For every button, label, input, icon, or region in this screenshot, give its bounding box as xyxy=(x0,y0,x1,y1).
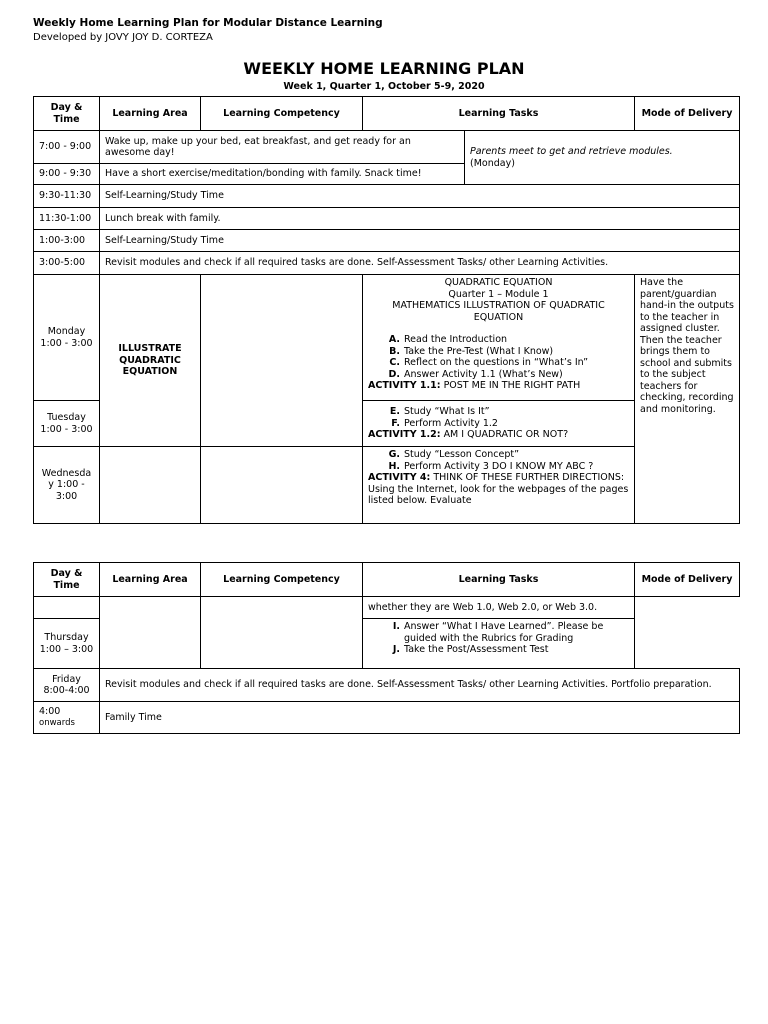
column-header-day: Day & Time xyxy=(34,563,100,597)
module-heading: QUADRATIC EQUATION xyxy=(444,277,553,288)
day-time: 1:00 – 3:00 xyxy=(39,643,94,655)
module-quarter: Quarter 1 – Module 1 xyxy=(448,288,549,300)
column-header-mode: Mode of Delivery xyxy=(635,97,740,131)
column-header-competency: Learning Competency xyxy=(201,563,363,597)
list-item: J. Take the Post/Assessment Test xyxy=(392,644,549,655)
competency-cell-empty xyxy=(201,597,363,669)
document-author: Developed by JOVY JOY D. CORTEZA xyxy=(33,32,213,43)
mode-cell-empty xyxy=(635,597,740,669)
column-header-competency: Learning Competency xyxy=(201,97,363,131)
time-cell: 11:30-1:00 xyxy=(34,208,100,230)
table-row xyxy=(34,230,740,252)
table-row xyxy=(34,185,740,208)
tasks-cell-wednesday xyxy=(363,447,635,524)
document-header-title: Weekly Home Learning Plan for Modular Distance Learning xyxy=(33,17,383,29)
table-row xyxy=(34,131,740,164)
tasks-cell-thursday xyxy=(363,619,635,669)
day-time: 1:00 - 3:00 xyxy=(40,337,93,349)
table-row-family xyxy=(34,702,740,734)
family-time: 4:00 xyxy=(39,705,61,717)
schedule-text: Self-Learning/Study Time xyxy=(100,185,740,208)
table-header-row xyxy=(34,563,740,597)
list-item: C. Reflect on the questions in “What’s In” xyxy=(389,357,589,368)
list-item: H. Perform Activity 3 DO I KNOW MY ABC ? xyxy=(388,460,594,472)
learning-area-cell-empty xyxy=(100,597,201,669)
day-label: Thursday xyxy=(44,632,89,643)
list-item: D. Answer Activity 1.1 (What’s New) xyxy=(388,368,563,380)
activity-line: ACTIVITY 1.2: AM I QUADRATIC OR NOT? xyxy=(368,429,569,441)
day-cell-wednesday: Wednesda y 1:00 - 3:00 xyxy=(34,447,100,524)
time-cell: 9:30-11:30 xyxy=(34,185,100,208)
learning-plan-table xyxy=(33,96,740,524)
schedule-text: Self-Learning/Study Time xyxy=(100,230,740,252)
schedule-text: Revisit modules and check if all required tasks are done. Self-Assessment Tasks/ other Learning Activities. xyxy=(100,252,740,275)
list-item: A. Read the Introduction xyxy=(388,334,508,345)
time-cell: 1:00-3:00 xyxy=(34,230,100,252)
parents-note-text: Parents meet to get and retrieve modules. xyxy=(470,146,673,157)
day-label: Friday xyxy=(52,673,81,685)
column-header-area: Learning Area xyxy=(100,563,201,597)
parents-note-day: (Monday) xyxy=(470,157,515,169)
column-header-tasks: Learning Tasks xyxy=(363,563,635,597)
mode-of-delivery-cell: Have the parent/guardian hand-in the outputs to the teacher in assigned cluster. Then the teacher brings them to school and submits to the subject teachers for checking, recording and monitoring. xyxy=(635,275,740,524)
tasks-continuation: whether they are Web 1.0, Web 2.0, or Web 3.0. xyxy=(363,597,635,619)
list-item: E. Study “What Is It” xyxy=(389,406,490,418)
tasks-cell-tuesday xyxy=(363,401,635,447)
day-cell-empty xyxy=(34,597,100,619)
tasks-cell-monday xyxy=(363,275,635,401)
activity-line: ACTIVITY 4: THINK OF THESE FURTHER DIRECTIONS: Using the Internet, look for the webpages of the pages listed below. Evaluate xyxy=(368,472,629,506)
list-item: B. Take the Pre-Test (What I Know) xyxy=(389,345,554,357)
time-cell: 9:00 - 9:30 xyxy=(34,164,100,185)
competency-cell-empty xyxy=(201,447,363,524)
page-title: WEEKLY HOME LEARNING PLAN xyxy=(243,59,525,78)
learning-area-cell-empty xyxy=(100,447,201,524)
day-time: 1:00 - 3:00 xyxy=(40,423,93,435)
time-cell: 7:00 - 9:00 xyxy=(34,131,100,164)
column-header-area: Learning Area xyxy=(100,97,201,131)
table-row xyxy=(34,597,740,619)
day-cell-thursday xyxy=(34,619,100,669)
friday-text: Revisit modules and check if all required tasks are done. Self-Assessment Tasks/ other Learning Activities. Portfolio preparation. xyxy=(100,669,740,702)
table-row xyxy=(34,252,740,275)
schedule-text: Wake up, make up your bed, eat breakfast, and get ready for an awesome day! xyxy=(100,131,465,164)
family-onwards: onwards xyxy=(39,718,75,728)
list-item: G. Study “Lesson Concept” xyxy=(388,449,520,460)
column-header-day: Day & Time xyxy=(34,97,100,131)
day-cell-tuesday xyxy=(34,401,100,447)
table-header-row xyxy=(34,97,740,131)
schedule-text: Have a short exercise/meditation/bonding with family. Snack time! xyxy=(100,164,465,185)
day-cell-friday xyxy=(34,669,100,702)
activity-line: ACTIVITY 1.1: POST ME IN THE RIGHT PATH xyxy=(368,380,581,391)
table-row-friday xyxy=(34,669,740,702)
competency-cell xyxy=(201,275,363,447)
list-item: F. Perform Activity 1.2 xyxy=(391,417,498,429)
page-subtitle: Week 1, Quarter 1, October 5-9, 2020 xyxy=(283,81,485,92)
parents-note-cell xyxy=(465,131,740,185)
day-label: Tuesday xyxy=(47,412,86,423)
table-row-wednesday xyxy=(34,447,740,524)
module-title: MATHEMATICS ILLUSTRATION OF QUADRATIC EQUATION xyxy=(392,300,605,323)
learning-plan-table-continued xyxy=(33,562,740,734)
family-text: Family Time xyxy=(100,702,740,734)
table-row-monday xyxy=(34,275,740,401)
learning-area-cell: ILLUSTRATE QUADRATIC EQUATION xyxy=(100,275,201,447)
time-cell: 3:00-5:00 xyxy=(34,252,100,275)
table-row xyxy=(34,208,740,230)
time-cell-family xyxy=(34,702,100,734)
day-time: 8:00-4:00 xyxy=(43,685,90,696)
column-header-tasks: Learning Tasks xyxy=(363,97,635,131)
column-header-mode: Mode of Delivery xyxy=(635,563,740,597)
day-cell-monday xyxy=(34,275,100,401)
schedule-text: Lunch break with family. xyxy=(100,208,740,230)
day-label: Monday xyxy=(47,326,86,337)
list-item: I. Answer “What I Have Learned”. Please be guided with the Rubrics for Grading xyxy=(392,621,604,644)
